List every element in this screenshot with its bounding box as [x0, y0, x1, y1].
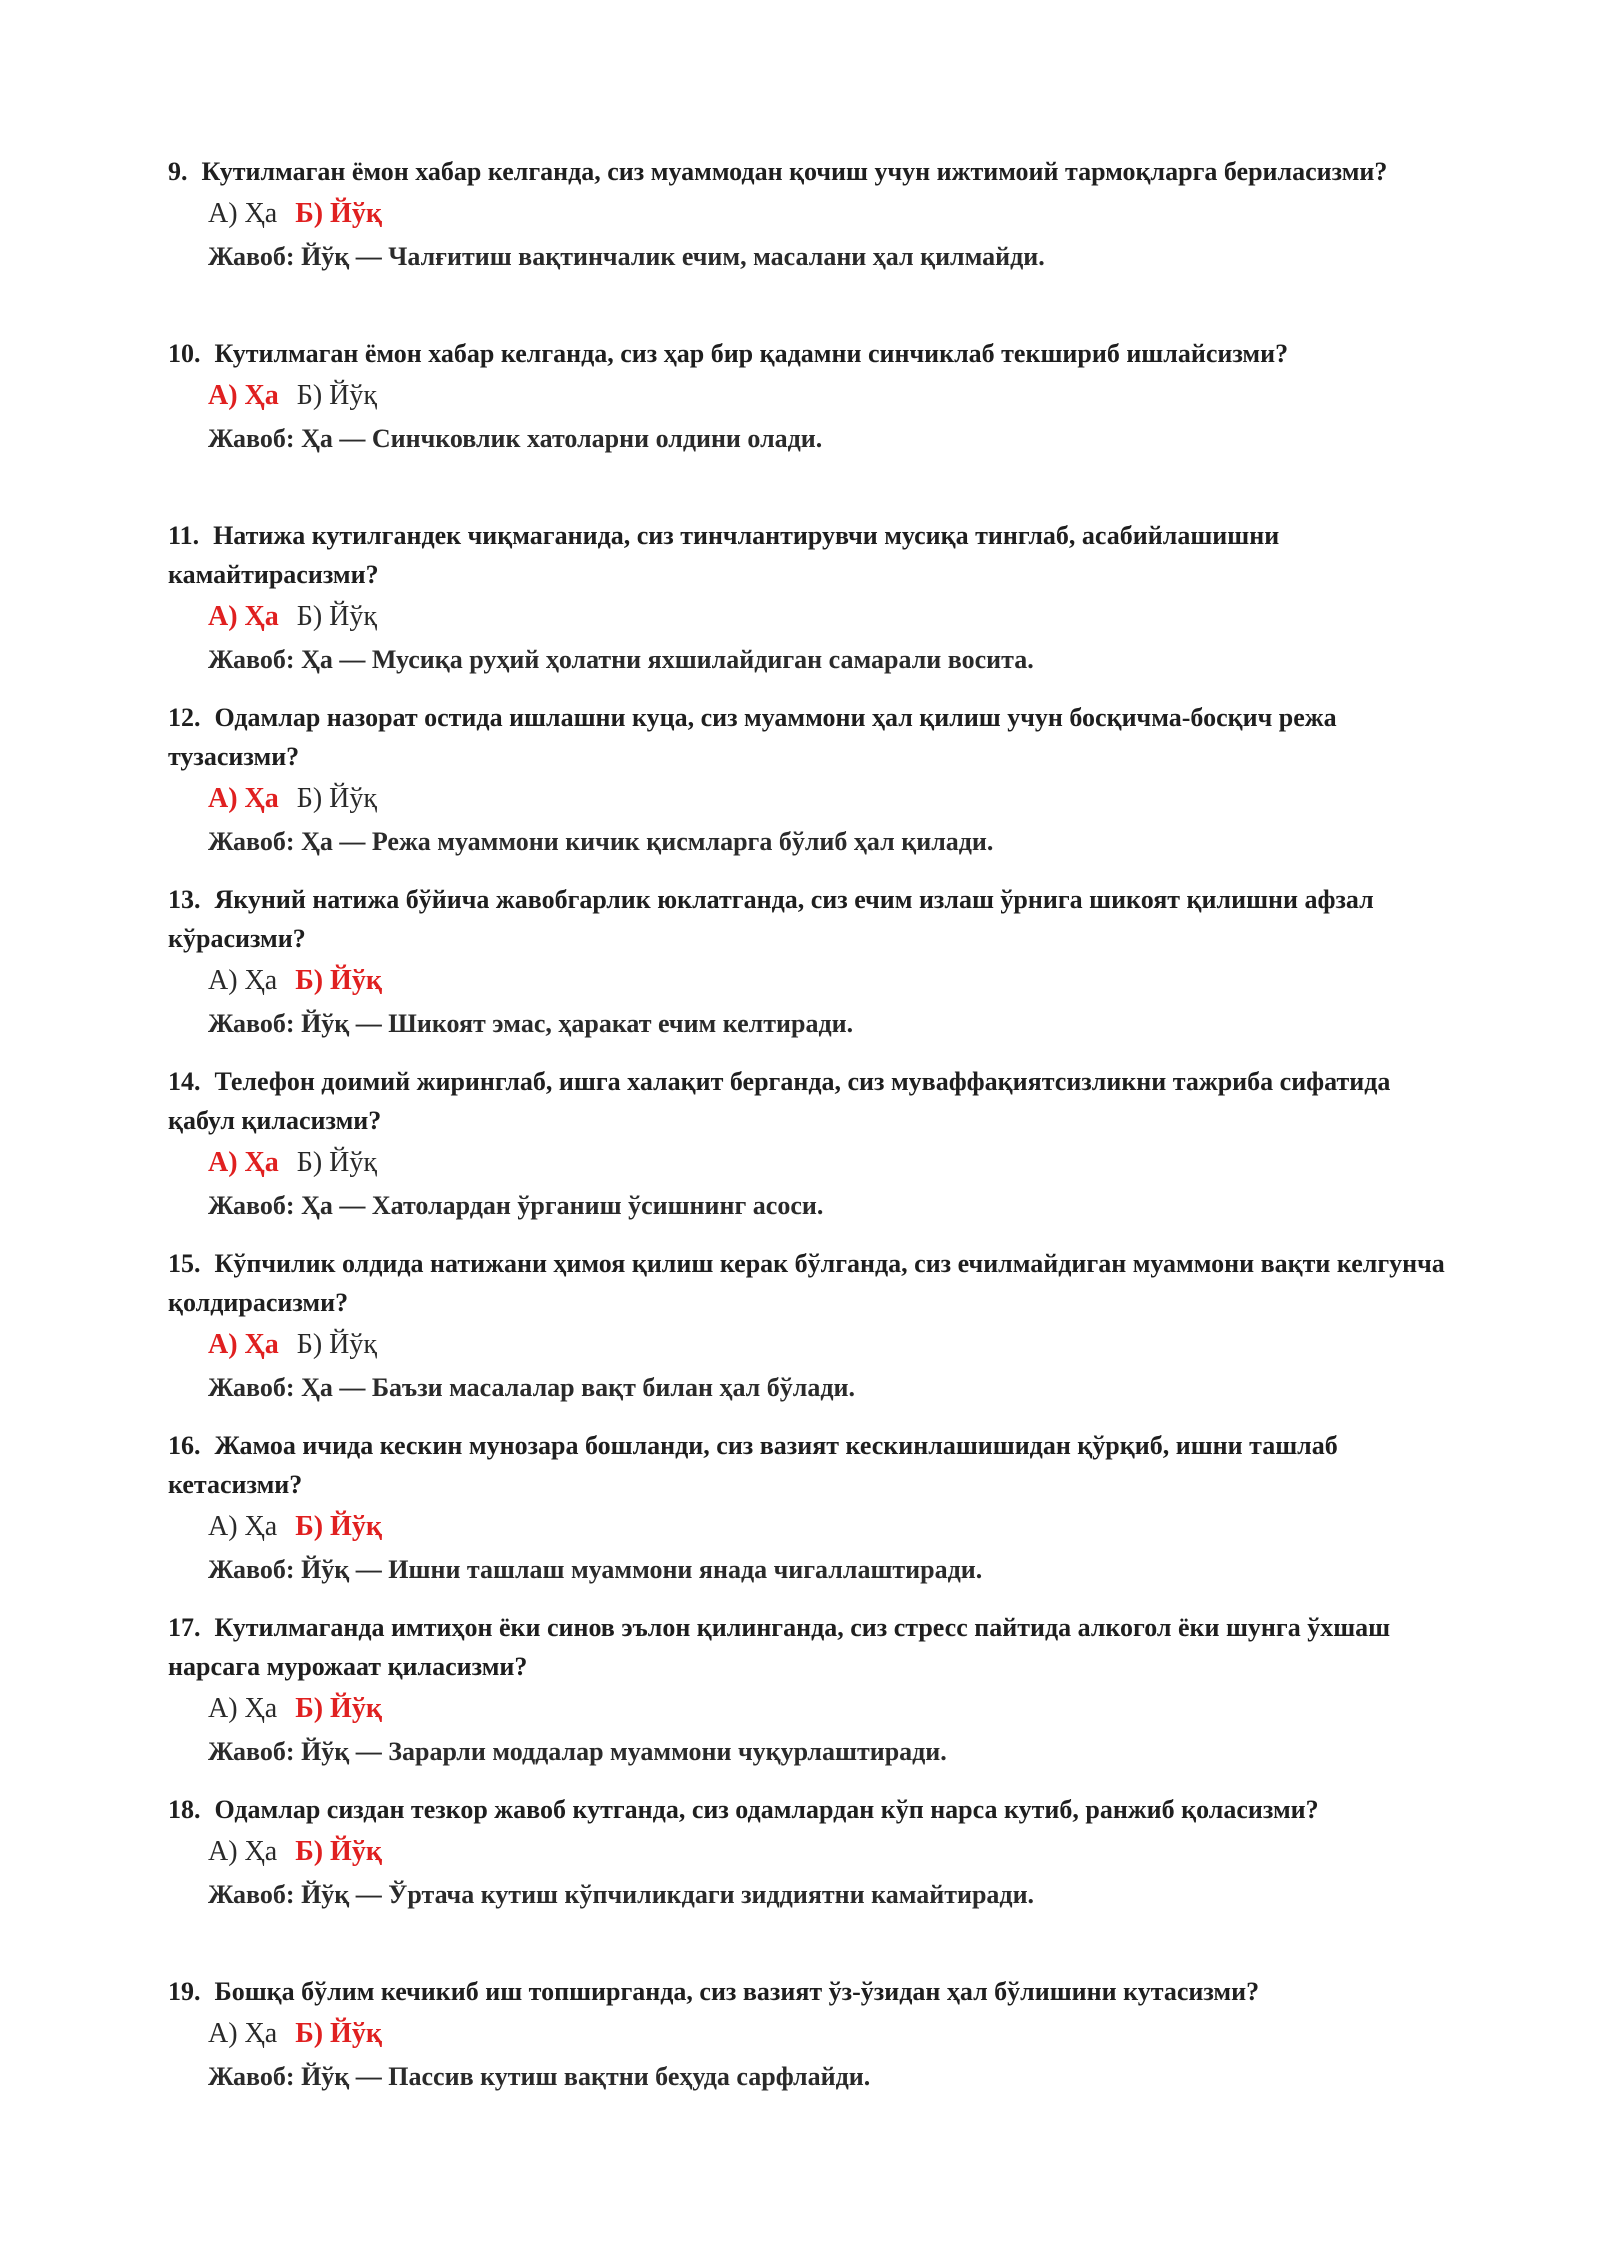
answer-explanation: Жавоб: Йўқ — Шикоят эмас, ҳаракат ечим келтиради.	[208, 1009, 854, 1038]
question-number: 15.	[168, 1249, 201, 1278]
question-body: Кўпчилик олдида натижани ҳимоя қилиш керак бўлганда, сиз ечилмайдиган муаммони вақти келгунча қолдирасизми?	[168, 1249, 1445, 1317]
question-body: Кутилмаган ёмон хабар келганда, сиз муаммодан қочиш учун ижтимоий тармоқларга бериласизми?	[201, 157, 1388, 186]
answer-explanation: Жавоб: Йўқ — Ўртача кутиш кўпчиликдаги зиддиятни камайтиради.	[208, 1880, 1035, 1909]
answer-explanation: Жавоб: Йўқ — Пассив кутиш вақтни беҳуда сарфлайди.	[208, 2062, 871, 2091]
option-a: А) Ҳа	[208, 1511, 278, 1542]
options-row	[208, 1507, 1458, 1547]
options-row	[208, 779, 1458, 819]
question-number: 14.	[168, 1067, 201, 1096]
question-body: Бошқа бўлим кечикиб иш топширганда, сиз вазият ўз-ўзидан ҳал бўлишини кутасизми?	[214, 1977, 1260, 2006]
option-b: Б) Йўқ	[295, 1511, 382, 1542]
question-18	[168, 1790, 1458, 1915]
question-text	[168, 1972, 1458, 2011]
option-a: А) Ҳа	[208, 198, 278, 229]
question-16	[168, 1426, 1458, 1590]
option-a: А) Ҳа	[208, 965, 278, 996]
question-body: Кутилмаганда имтиҳон ёки синов эълон қилинганда, сиз стресс пайтида алкогол ёки шунга ўхшаш нарсага мурожаат қиласизми?	[168, 1613, 1391, 1681]
question-13	[168, 880, 1458, 1044]
question-text	[168, 516, 1458, 594]
question-body: Одамлар сиздан тезкор жавоб кутганда, сиз одамлардан кўп нарса кутиб, ранжиб қоласизми?	[214, 1795, 1319, 1824]
question-body: Одамлар назорат остида ишлашни куца, сиз муаммони ҳал қилиш учун босқичма-босқич режа тузасизми?	[168, 703, 1337, 771]
options-row	[208, 1143, 1458, 1183]
question-text	[168, 152, 1458, 191]
option-b: Б) Йўқ	[295, 2018, 382, 2049]
question-number: 18.	[168, 1795, 201, 1824]
question-text	[168, 880, 1458, 958]
question-text	[168, 1244, 1458, 1322]
options-row	[208, 194, 1458, 234]
answer-explanation: Жавоб: Ҳа — Хатолардан ўрганиш ўсишнинг асоси.	[208, 1191, 824, 1220]
option-b: Б) Йўқ	[295, 1693, 382, 1724]
question-number: 9.	[168, 157, 188, 186]
option-b: Б) Йўқ	[296, 380, 377, 411]
question-text	[168, 698, 1458, 776]
question-number: 13.	[168, 885, 201, 914]
options-row	[208, 597, 1458, 637]
question-text	[168, 334, 1458, 373]
option-b: Б) Йўқ	[295, 198, 382, 229]
option-a: А) Ҳа	[208, 1147, 279, 1178]
question-12	[168, 698, 1458, 862]
answer-explanation: Жавоб: Ҳа — Мусиқа руҳий ҳолатни яхшилайдиган самарали восита.	[208, 645, 1034, 674]
question-9	[168, 152, 1458, 277]
question-19	[168, 1972, 1458, 2097]
question-text	[168, 1062, 1458, 1140]
question-11	[168, 516, 1458, 680]
answer-explanation: Жавоб: Йўқ — Зарарли моддалар муаммони чуқурлаштиради.	[208, 1737, 947, 1766]
answer-explanation: Жавоб: Ҳа — Баъзи масалалар вақт билан ҳал бўлади.	[208, 1373, 855, 1402]
options-row	[208, 961, 1458, 1001]
option-a: А) Ҳа	[208, 2018, 278, 2049]
question-text	[168, 1608, 1458, 1686]
option-b: Б) Йўқ	[296, 1329, 377, 1360]
question-15	[168, 1244, 1458, 1408]
options-row	[208, 1832, 1458, 1872]
question-body: Якуний натижа бўйича жавобгарлик юклатганда, сиз ечим излаш ўрнига шикоят қилишни афзал кўрасизми?	[168, 885, 1374, 953]
question-number: 11.	[168, 521, 200, 550]
question-number: 16.	[168, 1431, 201, 1460]
answer-explanation: Жавоб: Йўқ — Ишни ташлаш муаммони янада чигаллаштиради.	[208, 1555, 983, 1584]
option-b: Б) Йўқ	[295, 1836, 382, 1867]
question-number: 19.	[168, 1977, 201, 2006]
question-number: 12.	[168, 703, 201, 732]
options-row	[208, 376, 1458, 416]
question-number: 17.	[168, 1613, 201, 1642]
question-number: 10.	[168, 339, 201, 368]
question-body: Кутилмаган ёмон хабар келганда, сиз ҳар бир қадамни синчиклаб текшириб ишлайсизми?	[214, 339, 1289, 368]
options-row	[208, 1325, 1458, 1365]
option-a: А) Ҳа	[208, 1836, 278, 1867]
question-body: Телефон доимий жиринглаб, ишга халақит берганда, сиз муваффақиятсизликни тажриба сифатида қабул қиласизми?	[168, 1067, 1391, 1135]
option-b: Б) Йўқ	[295, 965, 382, 996]
question-10	[168, 334, 1458, 459]
option-a: А) Ҳа	[208, 1329, 279, 1360]
answer-explanation: Жавоб: Ҳа — Синчковлик хатоларни олдини олади.	[208, 424, 823, 453]
answer-explanation: Жавоб: Йўқ — Чалғитиш вақтинчалик ечим, масалани ҳал қилмайди.	[208, 242, 1045, 271]
options-row	[208, 1689, 1458, 1729]
option-a: А) Ҳа	[208, 380, 279, 411]
question-body: Натижа кутилгандек чиқмаганида, сиз тинчлантирувчи мусиқа тинглаб, асабийлашишни камайтирасизми?	[168, 521, 1280, 589]
options-row	[208, 2014, 1458, 2054]
answer-explanation: Жавоб: Ҳа — Режа муаммони кичик қисмларга бўлиб ҳал қилади.	[208, 827, 994, 856]
option-b: Б) Йўқ	[296, 1147, 377, 1178]
question-text	[168, 1426, 1458, 1504]
option-b: Б) Йўқ	[296, 601, 377, 632]
question-text	[168, 1790, 1458, 1829]
option-b: Б) Йўқ	[296, 783, 377, 814]
option-a: А) Ҳа	[208, 783, 279, 814]
option-a: А) Ҳа	[208, 601, 279, 632]
option-a: А) Ҳа	[208, 1693, 278, 1724]
question-14	[168, 1062, 1458, 1226]
question-17	[168, 1608, 1458, 1772]
question-body: Жамоа ичида кескин мунозара бошланди, сиз вазият кескинлашишидан қўрқиб, ишни ташлаб кетасизми?	[168, 1431, 1338, 1499]
